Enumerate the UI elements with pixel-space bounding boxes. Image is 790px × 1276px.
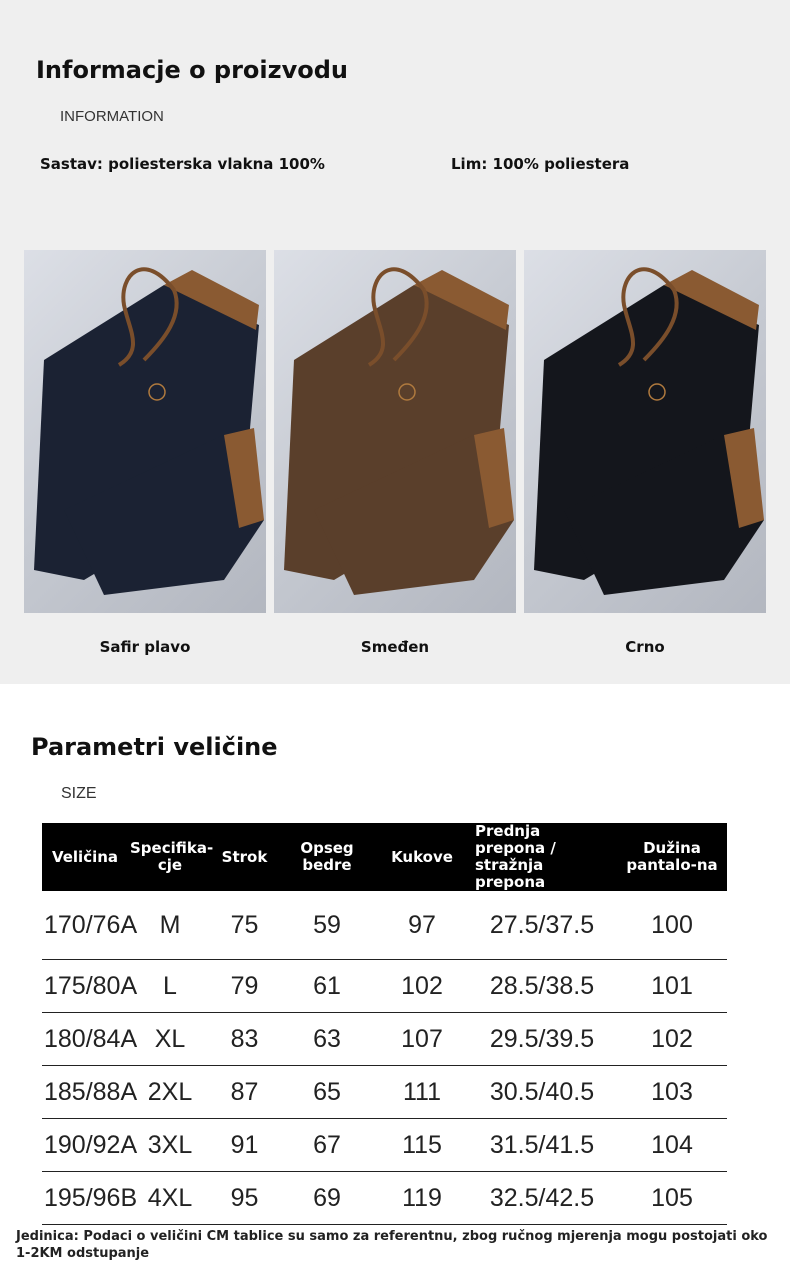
pants-image	[524, 250, 766, 613]
cell-hips: 115	[377, 1119, 467, 1172]
cell-spec: XL	[128, 1013, 212, 1066]
cell-thigh: 61	[277, 960, 377, 1013]
cell-length: 103	[617, 1066, 727, 1119]
header-thigh: Opseg bedre	[277, 823, 377, 891]
cell-waist: 87	[212, 1066, 277, 1119]
header-rise: Prednja prepona / stražnja prepona	[467, 823, 617, 891]
cell-rise: 31.5/41.5	[467, 1119, 617, 1172]
cell-thigh: 69	[277, 1172, 377, 1225]
cell-thigh: 67	[277, 1119, 377, 1172]
header-size: Veličina	[42, 823, 128, 891]
cell-waist: 83	[212, 1013, 277, 1066]
color-label-sapphire-blue: Safir plavo	[99, 638, 191, 656]
header-hips: Kukove	[377, 823, 467, 891]
size-table-header	[42, 823, 727, 891]
cell-hips: 97	[377, 891, 467, 960]
pants-image	[24, 250, 266, 613]
cell-spec: L	[128, 960, 212, 1013]
cell-spec: M	[128, 891, 212, 960]
color-label-brown: Smeđen	[360, 638, 430, 656]
composition-fabric: Sastav: poliesterska vlakna 100%	[40, 155, 325, 173]
cell-thigh: 65	[277, 1066, 377, 1119]
product-photo-black	[524, 250, 766, 613]
size-table	[42, 823, 727, 1225]
table-row	[42, 960, 727, 1013]
cell-rise: 32.5/42.5	[467, 1172, 617, 1225]
cell-length: 100	[617, 891, 727, 960]
cell-hips: 111	[377, 1066, 467, 1119]
size-title: Parametri veličine	[31, 733, 278, 761]
info-title: Informacje o proizvodu	[36, 56, 349, 84]
cell-size: 195/96B	[42, 1172, 128, 1225]
cell-length: 105	[617, 1172, 727, 1225]
cell-waist: 95	[212, 1172, 277, 1225]
cell-rise: 28.5/38.5	[467, 960, 617, 1013]
cell-waist: 79	[212, 960, 277, 1013]
cell-spec: 4XL	[128, 1172, 212, 1225]
table-row	[42, 891, 727, 960]
pants-image	[274, 250, 516, 613]
product-photo-brown	[274, 250, 516, 613]
cell-rise: 29.5/39.5	[467, 1013, 617, 1066]
cell-hips: 119	[377, 1172, 467, 1225]
cell-size: 175/80A	[42, 960, 128, 1013]
table-row	[42, 1119, 727, 1172]
cell-spec: 2XL	[128, 1066, 212, 1119]
table-row	[42, 1013, 727, 1066]
cell-thigh: 63	[277, 1013, 377, 1066]
header-waist: Strok	[212, 823, 277, 891]
cell-size: 190/92A	[42, 1119, 128, 1172]
cell-waist: 75	[212, 891, 277, 960]
product-photo-sapphire-blue	[24, 250, 266, 613]
cell-length: 102	[617, 1013, 727, 1066]
color-label-black: Crno	[625, 638, 665, 656]
header-length: Dužina pantalo-na	[617, 823, 727, 891]
info-subtitle: INFORMATION	[60, 108, 164, 125]
cell-rise: 30.5/40.5	[467, 1066, 617, 1119]
cell-rise: 27.5/37.5	[467, 891, 617, 960]
table-row	[42, 1066, 727, 1119]
size-subtitle: SIZE	[61, 785, 97, 802]
cell-spec: 3XL	[128, 1119, 212, 1172]
cell-length: 101	[617, 960, 727, 1013]
composition-lining: Lim: 100% poliestera	[451, 155, 630, 173]
cell-size: 180/84A	[42, 1013, 128, 1066]
cell-length: 104	[617, 1119, 727, 1172]
cell-size: 170/76A	[42, 891, 128, 960]
cell-hips: 102	[377, 960, 467, 1013]
cell-thigh: 59	[277, 891, 377, 960]
table-row	[42, 1172, 727, 1225]
header-spec: Specifika-cje	[128, 823, 212, 891]
cell-hips: 107	[377, 1013, 467, 1066]
cell-size: 185/88A	[42, 1066, 128, 1119]
cell-waist: 91	[212, 1119, 277, 1172]
size-footnote: Jedinica: Podaci o veličini CM tablice su samo za referentnu, zbog ručnog mjerenja mogu postojati oko 1-2KM odstupanje	[16, 1229, 768, 1261]
